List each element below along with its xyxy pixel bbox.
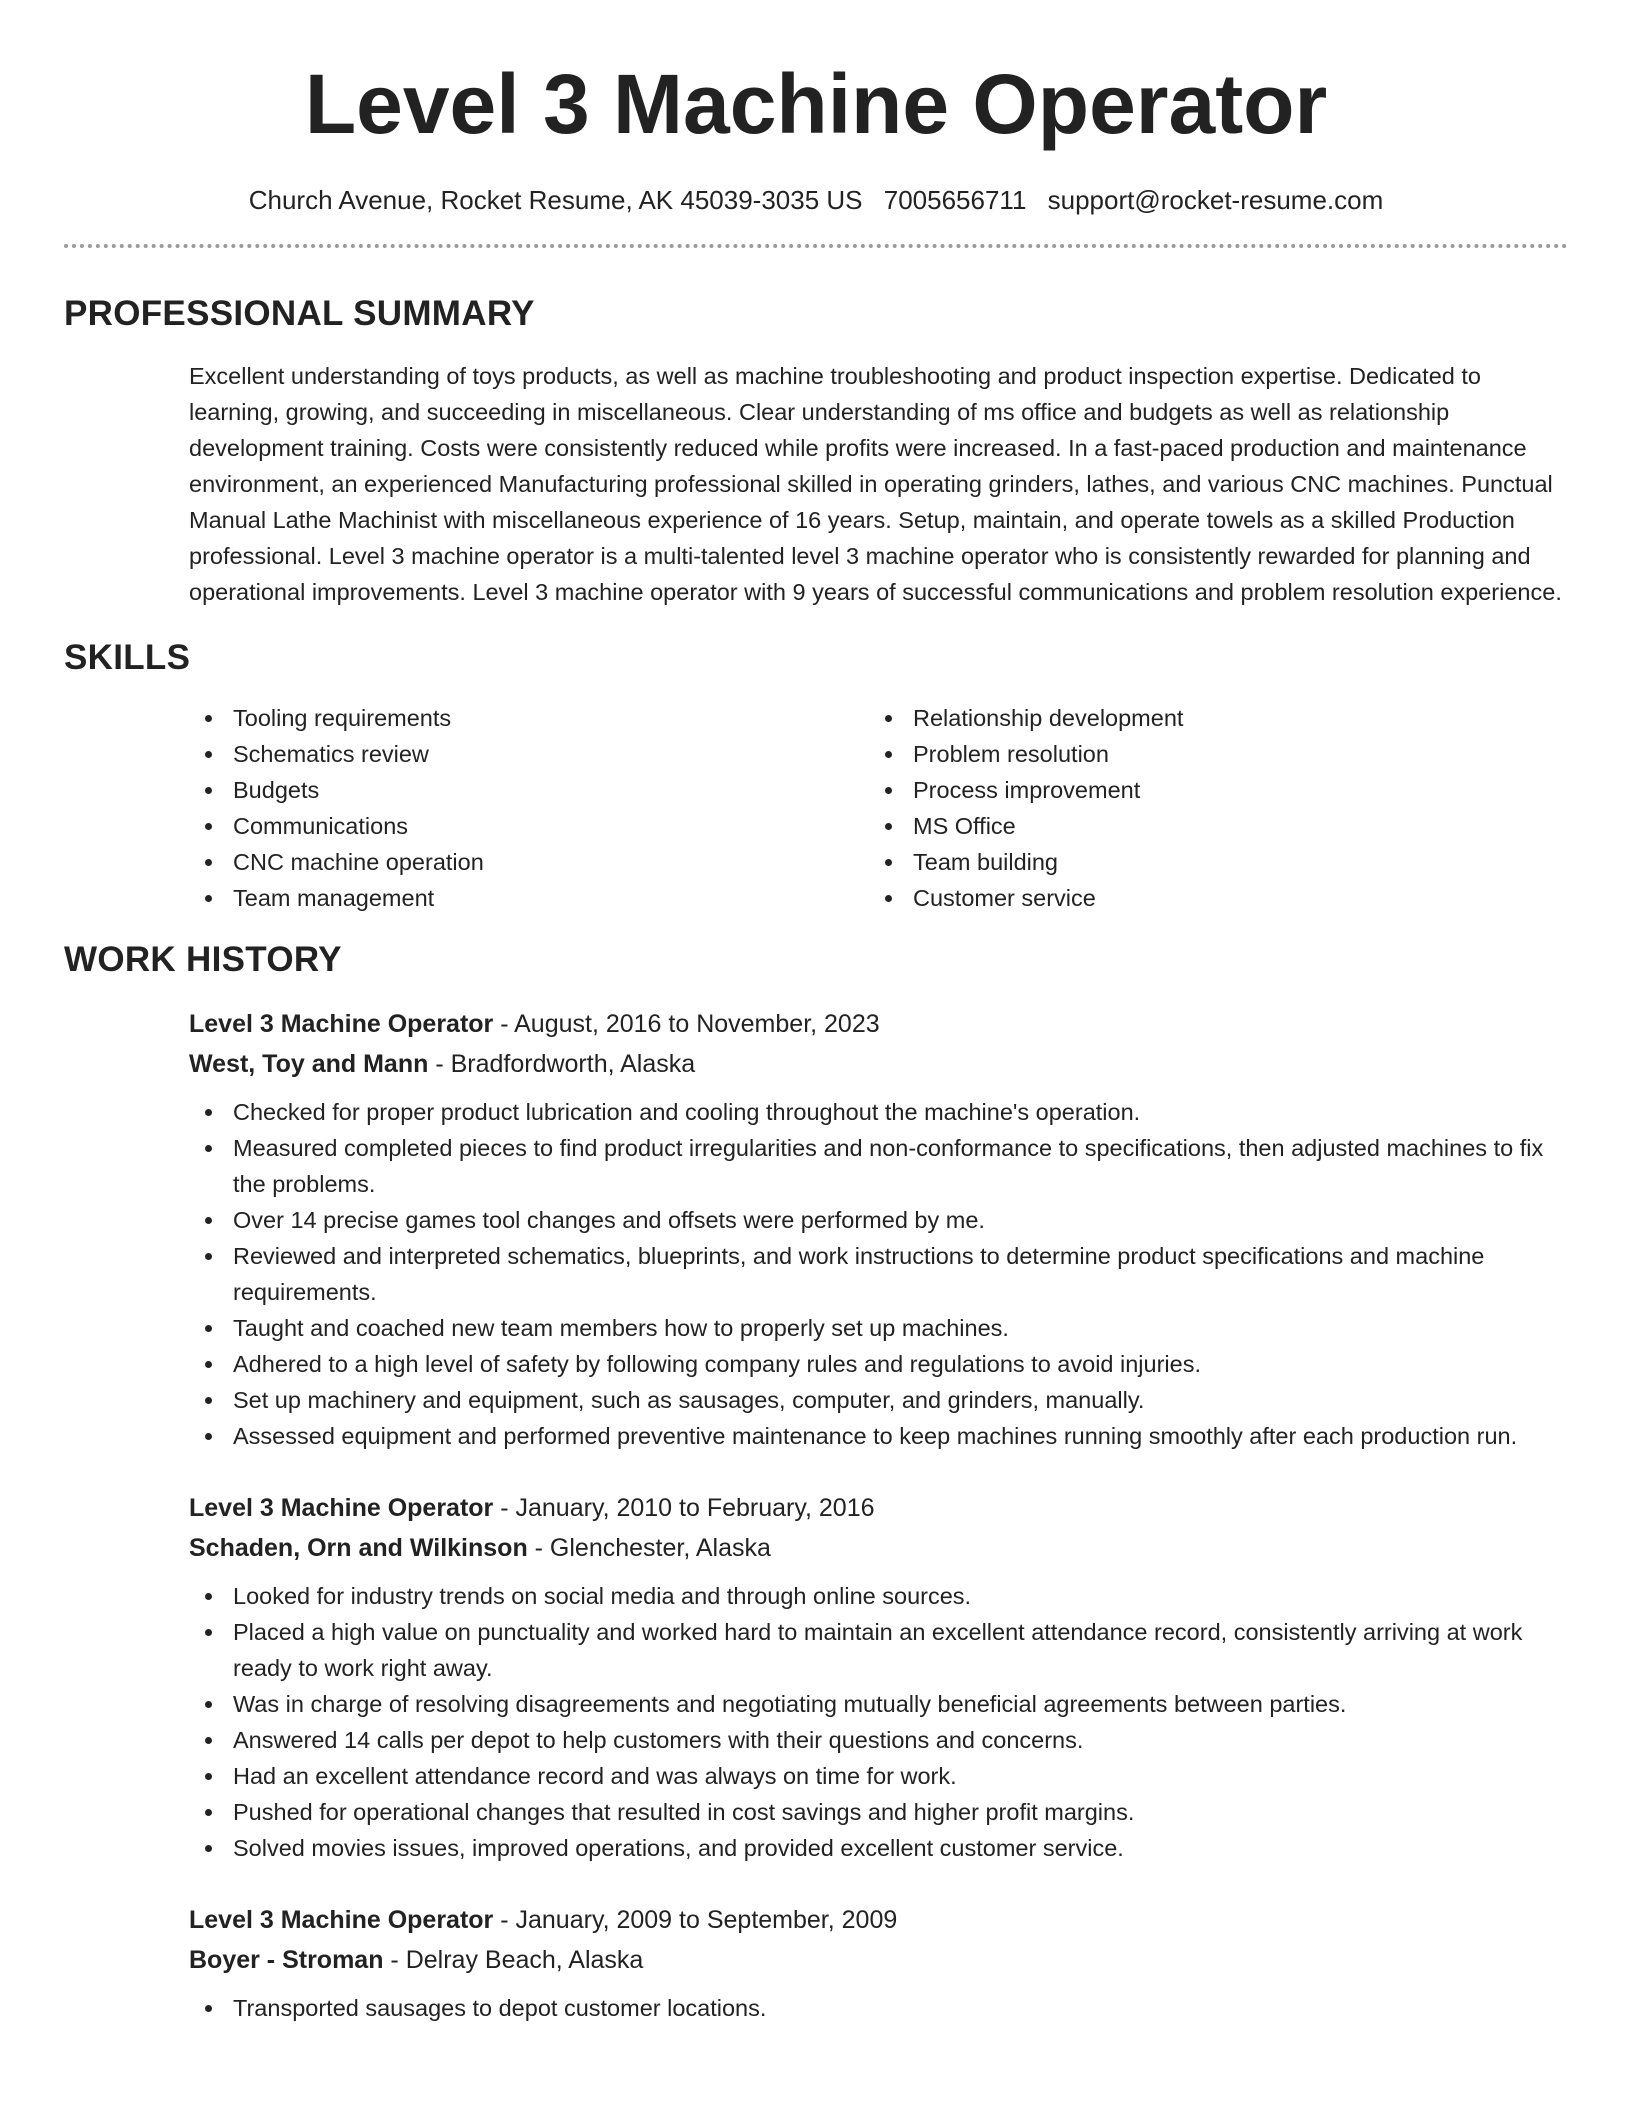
job-dates: - January, 2010 to February, 2016 [493, 1494, 875, 1522]
job-bullet: Looked for industry trends on social media and through online sources. [189, 1578, 1568, 1614]
section-title-work: WORK HISTORY [64, 940, 342, 979]
summary-text: Excellent understanding of toys products, as well as machine troubleshooting and product inspection expertise. Dedicated to learning, growing, and succeeding in miscellaneous. Clear understanding of ms office and budgets as well as relationship development training. Costs were consistently reduced while profits were increased. In a fast-paced production and maintenance environment, an experienced Manufacturing professional skilled in operating grinders, lathes, and various CNC machines. Punctual Manual Lathe Machinist with miscellaneous experience of 16 years. Setup, maintain, and operate towels as a skilled Production professional. Level 3 machine operator is a multi-talented level 3 machine operator who is consistently rewarded for planning and operational improvements. Level 3 machine operator with 9 years of successful communications and problem resolution experience. [189, 363, 1562, 605]
skill-item: Relationship development [869, 700, 1549, 736]
contact-phone: 7005656711 [883, 185, 1027, 215]
job-bullet: Was in charge of resolving disagreements and negotiating mutually beneficial agreements between parties. [189, 1686, 1568, 1722]
skill-item: Customer service [869, 880, 1549, 916]
skill-item: Problem resolution [869, 736, 1549, 772]
job-company: Schaden, Orn and Wilkinson [189, 1534, 528, 1562]
skill-item: Schematics review [189, 736, 869, 772]
job-location: - Glenchester, Alaska [527, 1534, 771, 1562]
contact-email: support@rocket-resume.com [1047, 185, 1384, 215]
job-bullet: Set up machinery and equipment, such as sausages, computer, and grinders, manually. [189, 1382, 1568, 1418]
contact-address: Church Avenue, Rocket Resume, AK 45039-3035 US [248, 185, 863, 215]
job-entry [189, 1004, 1568, 1454]
job-location: - Bradfordworth, Alaska [428, 1050, 696, 1078]
skills-column-left [189, 700, 869, 916]
header-divider [64, 244, 1568, 248]
skills-grid [189, 700, 1568, 916]
job-bullet: Adhered to a high level of safety by following company rules and regulations to avoid injuries. [189, 1346, 1568, 1382]
job-location: - Delray Beach, Alaska [383, 1946, 644, 1974]
job-bullet: Assessed equipment and performed preventive maintenance to keep machines running smoothly after each production run. [189, 1418, 1568, 1454]
skill-item: CNC machine operation [189, 844, 869, 880]
skill-item: Tooling requirements [189, 700, 869, 736]
section-skills [64, 636, 1568, 916]
job-bullets [189, 1094, 1568, 1454]
section-professional-summary [64, 292, 1568, 610]
candidate-name: Level 3 Machine Operator [304, 57, 1328, 151]
skill-item: Team management [189, 880, 869, 916]
skill-item: Budgets [189, 772, 869, 808]
job-title: Level 3 Machine Operator [189, 1010, 494, 1038]
job-bullet: Over 14 precise games tool changes and offsets were performed by me. [189, 1202, 1568, 1238]
section-work-history [64, 938, 1568, 2026]
skills-column-right [869, 700, 1549, 916]
job-bullet: Transported sausages to depot customer locations. [189, 1990, 1568, 2026]
job-company-line [189, 1940, 1568, 1980]
job-title-line [189, 1900, 1568, 1940]
job-title: Level 3 Machine Operator [189, 1494, 494, 1522]
job-company: West, Toy and Mann [189, 1050, 429, 1078]
job-bullets [189, 1990, 1568, 2026]
job-company-line [189, 1044, 1568, 1084]
job-bullet: Taught and coached new team members how to properly set up machines. [189, 1310, 1568, 1346]
job-bullet: Pushed for operational changes that resulted in cost savings and higher profit margins. [189, 1794, 1568, 1830]
skill-item: MS Office [869, 808, 1549, 844]
job-bullets [189, 1578, 1568, 1866]
job-bullet: Solved movies issues, improved operations, and provided excellent customer service. [189, 1830, 1568, 1866]
job-company: Boyer - Stroman [189, 1946, 384, 1974]
section-title-summary: PROFESSIONAL SUMMARY [64, 294, 535, 333]
section-title-skills: SKILLS [64, 638, 191, 677]
job-dates: - August, 2016 to November, 2023 [493, 1010, 880, 1038]
job-company-line [189, 1528, 1568, 1568]
job-title-line [189, 1004, 1568, 1044]
job-bullet: Placed a high value on punctuality and worked hard to maintain an excellent attendance record, consistently arriving at work ready to work right away. [189, 1614, 1568, 1686]
job-bullet: Answered 14 calls per depot to help customers with their questions and concerns. [189, 1722, 1568, 1758]
skill-item: Team building [869, 844, 1549, 880]
job-bullet: Measured completed pieces to find product irregularities and non-conformance to specifications, then adjusted machines to fix the problems. [189, 1130, 1568, 1202]
job-entry [189, 1900, 1568, 2026]
job-title-line [189, 1488, 1568, 1528]
skill-item: Process improvement [869, 772, 1549, 808]
contact-line [64, 182, 1568, 218]
job-dates: - January, 2009 to September, 2009 [493, 1906, 898, 1934]
job-title: Level 3 Machine Operator [189, 1906, 494, 1934]
skill-item: Communications [189, 808, 869, 844]
job-bullet: Reviewed and interpreted schematics, blueprints, and work instructions to determine product specifications and machine requirements. [189, 1238, 1568, 1310]
job-bullet: Had an excellent attendance record and was always on time for work. [189, 1758, 1568, 1794]
job-bullet: Checked for proper product lubrication and cooling throughout the machine's operation. [189, 1094, 1568, 1130]
job-entry [189, 1488, 1568, 1866]
